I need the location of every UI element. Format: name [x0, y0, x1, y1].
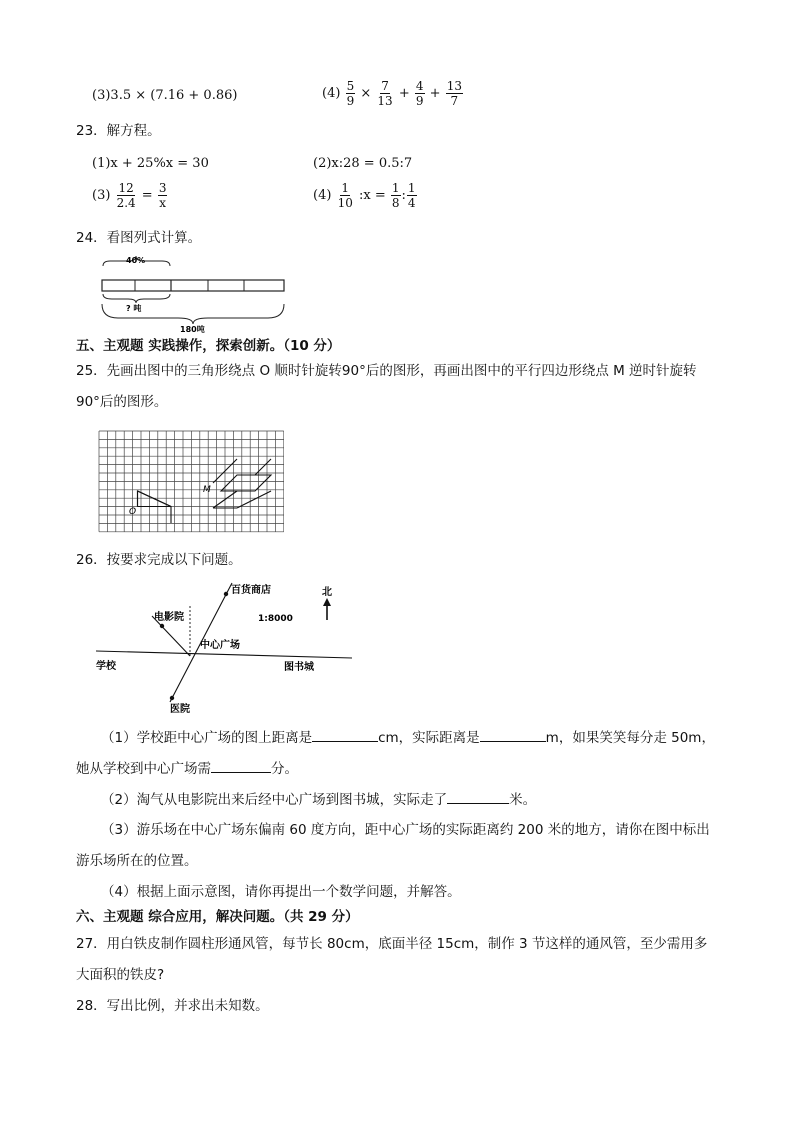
answer-blank[interactable] — [480, 727, 546, 742]
operator: + — [429, 86, 441, 101]
q22-item4-label: (4) — [322, 86, 341, 101]
operator: × — [360, 86, 372, 101]
label-40-percent: 40% — [126, 256, 146, 265]
text: 米。 — [509, 792, 537, 808]
q28-title: 28．写出比例，并求出未知数。 — [76, 998, 269, 1014]
north-label: 北 — [322, 587, 332, 598]
fraction: $\frac{5}{9}$ — [346, 79, 355, 108]
label-unknown-tons: ? 吨 — [126, 304, 142, 313]
q27-line2: 大面积的铁皮? — [76, 967, 165, 983]
section-6-heading: 六、主观题 综合应用，解决问题。（共 29 分） — [76, 909, 359, 925]
cinema-label: 电影院 — [154, 612, 184, 623]
fraction: $\frac{7}{13}$ — [377, 79, 393, 108]
fraction: $\frac{1}{8}$ — [391, 181, 400, 210]
q27-line1: 27．用白铁皮制作圆柱形通风管，每节长 80cm，底面半径 15cm，制作 3 节这样的通风管，至少需用多 — [76, 936, 708, 952]
north-arrowhead-icon — [323, 598, 331, 606]
bar-outline — [102, 280, 284, 291]
fraction: $\frac{4}{9}$ — [415, 79, 424, 108]
text: 分。 — [271, 761, 298, 777]
hospital-label: 医院 — [170, 704, 190, 715]
q25-grid-diagram — [96, 428, 284, 538]
fraction: $\frac{12}{2.4}$ — [116, 181, 136, 210]
point-o-label: O — [129, 507, 137, 517]
text: （2）淘气从电影院出来后经中心广场到图书城，实际走了 — [101, 792, 448, 808]
road-school-library — [96, 651, 352, 658]
fraction: $\frac{1}{4}$ — [407, 181, 416, 210]
q25-line2: 90°后的图形。 — [76, 394, 168, 410]
q26-p4: （4）根据上面示意图，请你再提出一个数学问题，并解答。 — [101, 884, 461, 900]
answer-blank[interactable] — [211, 758, 271, 773]
fraction: $\frac{3}{x}$ — [158, 181, 167, 210]
library-label: 图书城 — [284, 662, 314, 673]
text: cm，实际距离是 — [378, 730, 480, 746]
parallelogram — [221, 475, 271, 491]
q22-item3 — [92, 86, 237, 106]
q26-map-diagram — [94, 578, 404, 716]
item-label: (4) — [313, 188, 332, 203]
text: 她从学校到中心广场需 — [76, 761, 211, 777]
q26-title: 26．按要求完成以下问题。 — [76, 552, 242, 568]
answer-blank[interactable] — [447, 789, 509, 804]
q23-item2 — [313, 154, 412, 174]
operator: + — [398, 86, 410, 101]
q22-item3-expr: 3.5 × (7.16 + 0.86) — [110, 88, 238, 103]
segment — [255, 459, 271, 475]
store-point — [224, 592, 228, 596]
cinema-point — [160, 624, 164, 628]
scale-label: 1:8000 — [258, 614, 293, 624]
point-m-label: M — [203, 485, 211, 495]
q26-p1-line1 — [101, 727, 715, 748]
text: （1）学校距中心广场的图上距离是 — [101, 730, 313, 746]
item-label: (2) — [313, 156, 332, 171]
plaza-label: 中心广场 — [200, 640, 240, 651]
q26-p3-line2: 游乐场所在的位置。 — [76, 853, 198, 869]
section-5-heading: 五、主观题 实践操作，探索创新。（10 分） — [76, 338, 341, 354]
store-label: 百货商店 — [231, 585, 271, 596]
item-label: (1) — [92, 156, 111, 171]
answer-blank[interactable] — [312, 727, 378, 742]
fraction: $\frac{13}{7}$ — [446, 79, 462, 108]
q26-p2 — [101, 789, 536, 810]
q23-item4 — [313, 182, 418, 209]
q22-item4 — [322, 80, 464, 107]
school-label: 学校 — [96, 661, 116, 672]
q25-line1: 25．先画出图中的三角形绕点 O 顺时针旋转90°后的图形，再画出图中的平行四边形绕点 M 逆时针旋转 — [76, 363, 697, 379]
operator: :x = — [358, 188, 386, 203]
grid-lines — [99, 431, 284, 532]
label-total-tons: 180吨 — [180, 325, 205, 334]
q23-item3 — [92, 182, 168, 209]
fraction: $\frac{1}{10}$ — [337, 181, 353, 210]
brace-unknown — [103, 294, 170, 303]
text: m，如果笑笑每分走 50m， — [545, 730, 715, 746]
q26-p3-line1: （3）游乐场在中心广场东偏南 60 度方向，距中心广场的实际距离约 200 米的地方，请你在图中标出 — [101, 822, 710, 838]
q24-bar-diagram — [98, 254, 288, 334]
item-expr: x:28 = 0.5:7 — [331, 156, 413, 171]
item-expr: x + 25%x = 30 — [110, 156, 209, 171]
hospital-point — [170, 696, 174, 700]
q23-title: 23．解方程。 — [76, 123, 161, 139]
operator: = — [141, 188, 153, 203]
operator: : — [401, 188, 406, 203]
q22-item3-label: (3) — [92, 88, 111, 103]
item-label: (3) — [92, 188, 111, 203]
q23-item1 — [92, 154, 209, 174]
q24-title: 24．看图列式计算。 — [76, 230, 202, 246]
q26-p1-line2 — [76, 758, 298, 779]
